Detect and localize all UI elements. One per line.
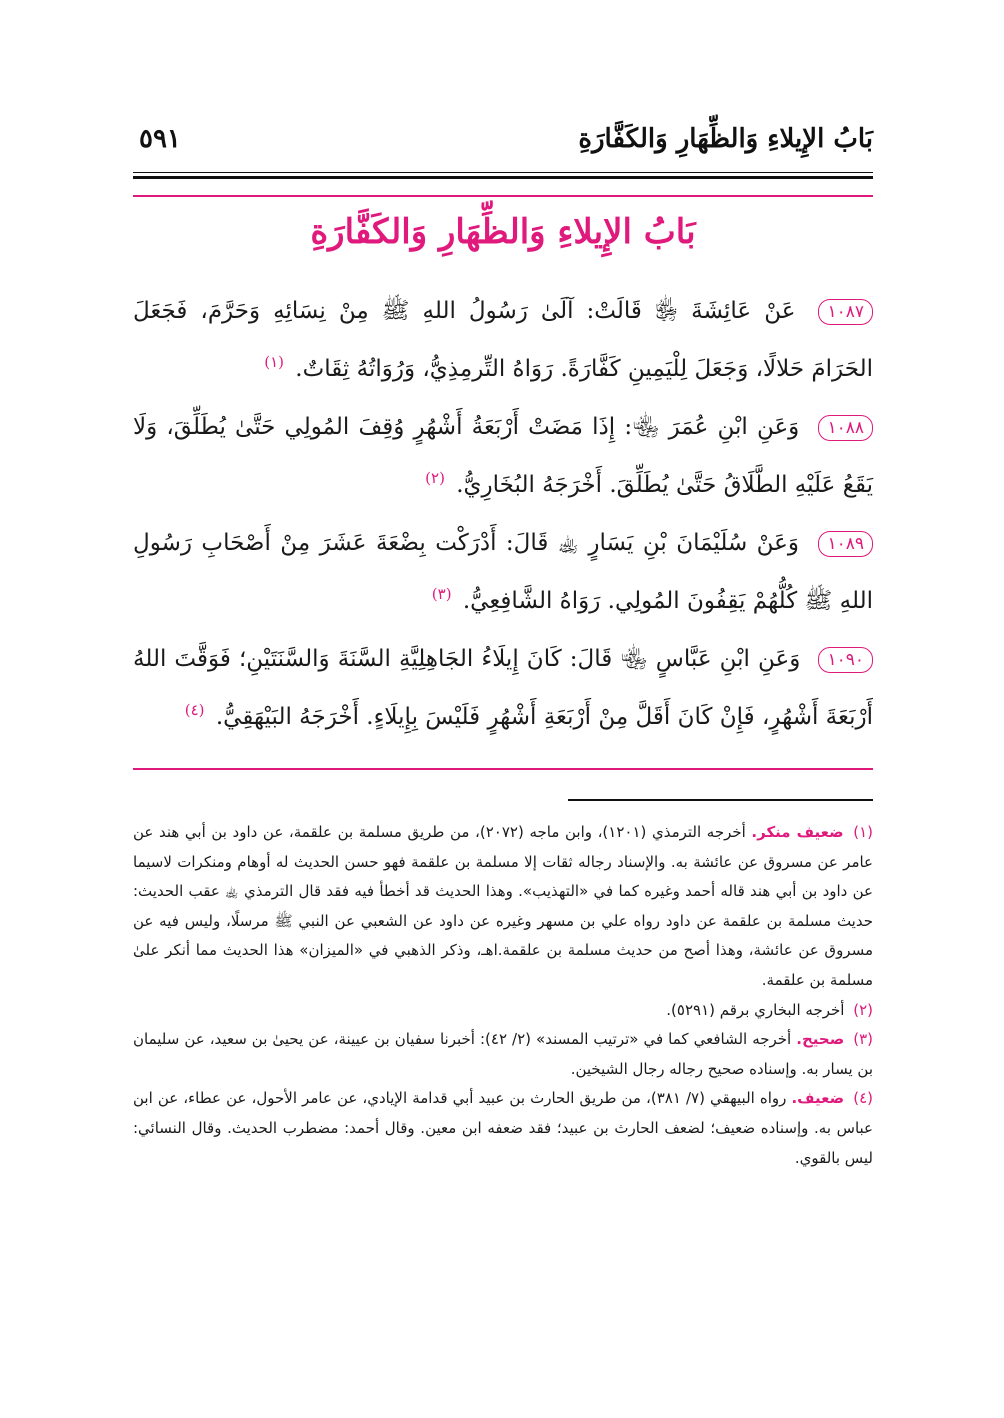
footnotes	[133, 818, 873, 1173]
hadith-text: عَنْ عَائِشَةَ ﵂ قَالَتْ: آلَىٰ رَسُولُ اللهِ ﷺ مِنْ نِسَائِهِ وَحَرَّمَ، فَجَعَلَ الحَرَامَ حَلالًا، وَجَعَلَ لِلْيَمِينِ كَفَّارَةً. رَوَاهُ التِّرمِذِيُّ، وَرُوَاتُهُ ثِقَاتٌ.	[133, 298, 873, 382]
footnote-number: (٣)	[853, 1030, 873, 1049]
footnote-grade: صحيح.	[796, 1030, 845, 1049]
page-header	[133, 120, 873, 172]
hadith-list	[133, 282, 873, 746]
hadith-text: وَعَنِ ابْنِ عُمَرَ ﵄: إِذَا مَضَتْ أَرْبَعَةُ أَشْهُرٍ وُقِفَ المُولِي حَتَّىٰ يُطَلِّقَ، وَلَا يَقَعُ عَلَيْهِ الطَّلَاقُ حَتَّىٰ يُطَلِّقَ. أَخْرَجَهُ البُخَارِيُّ.	[133, 414, 873, 498]
footnote-text: أخرجه الترمذي (١٢٠١)، وابن ماجه (٢٠٧٢)، من طريق مسلمة بن علقمة، عن داود بن أبي هند عن عامر عن مسروق عن عائشة به. والإسناد رجاله ثقات إلا مسلمة بن علقمة فهو حسن الحديث له أوهام ومنكرات لاسيما عن داود بن أبي هند قاله أحمد وغيره كما في «التهذيب». وهذا الحديث قد أخطأ فيه فقد قال الترمذي ﵀ عقب الحديث: حديث مسلمة بن علقمة عن داود رواه علي بن مسهر وغيره عن داود عن الشعبي عن النبي ﷺ مرسلًا، وليس فيه عن مسروق عن عائشة، وهذا أصح من حديث مسلمة بن علقمة.اهـ، وذكر الذهبي في «الميزان» هذا الحديث مما أنكر علىٰ مسلمة بن علقمة.	[133, 823, 873, 989]
footnote-ref[interactable]: (١)	[264, 353, 284, 372]
footnote-text: رواه البيهقي (٧/ ٣٨١)، من طريق الحارث بن عبيد أبي قدامة الإيادي، عن عامر الأحول، عن عطاء، عن ابن عباس به. وإسناده ضعيف؛ لضعف الحارث بن عبيد؛ فقد ضعفه ابن معين. وقال أحمد: مضطرب الحديث. وقال النسائي: ليس بالقوي.	[133, 1089, 873, 1167]
header-rule-thin	[133, 172, 873, 173]
hadith-number-badge: ١٠٨٨	[818, 415, 873, 441]
running-title: بَابُ الإِيلاءِ وَالظِّهَارِ وَالكَفَّارَةِ	[578, 124, 873, 154]
hadith-text: وَعَنْ سُلَيْمَانَ بْنِ يَسَارٍ ﵀ قَالَ: أَدْرَكْت بِضْعَةَ عَشَرَ مِنْ أَصْحَابِ رَسُولِ اللهِ ﷺ كُلُّهُمْ يَقِفُونَ المُولِي. رَوَاهُ الشَّافِعِيُّ.	[133, 530, 873, 614]
footnote-4	[133, 1084, 873, 1173]
hadith-number-badge: ١٠٩٠	[818, 647, 873, 673]
footnote-number: (٢)	[853, 1000, 873, 1019]
footnote-number: (١)	[853, 823, 873, 841]
footnote-ref[interactable]: (٤)	[184, 701, 205, 720]
hadith-1090	[133, 630, 873, 746]
footnote-text: أخرجه البخاري برقم (٥٢٩١).	[666, 1000, 845, 1019]
footnote-divider	[568, 799, 873, 801]
footnote-1	[133, 818, 873, 996]
footnote-text: أخرجه الشافعي كما في «ترتيب المسند» (٢/ ٤٢): أخبرنا سفيان بن عيينة، عن يحيىٰ بن سعيد، عن سليمان بن يسار به. وإسناده صحيح رجاله رجال الشيخين.	[133, 1030, 873, 1078]
header-rule-thick	[133, 176, 873, 179]
page-number: ٥٩١	[139, 124, 181, 154]
footnote-grade: ضعيف منكر.	[751, 823, 844, 841]
hadith-rule-bottom	[133, 768, 873, 770]
footnote-grade: ضعيف.	[791, 1089, 845, 1108]
hadith-text: وَعَنِ ابْنِ عَبَّاسٍ ﵄ قَالَ: كَانَ إِيلَاءُ الجَاهِلِيَّةِ السَّنَةَ وَالسَّنَتَيْنِ؛ فَوَقَّتَ اللهُ أَرْبَعَةَ أَشْهُرٍ، فَإِنْ كَانَ أَقَلَّ مِنْ أَرْبَعَةِ أَشْهُرٍ فَلَيْسَ بِإِيلَاءٍ. أَخْرَجَهُ البَيْهَقِيُّ.	[133, 646, 873, 730]
hadith-1087	[133, 282, 873, 398]
footnote-ref[interactable]: (٣)	[431, 585, 452, 604]
hadith-number-badge: ١٠٨٩	[818, 531, 873, 557]
chapter-rule-top	[133, 195, 873, 197]
hadith-1088	[133, 398, 873, 514]
hadith-number-badge: ١٠٨٧	[818, 299, 873, 325]
footnote-2	[133, 996, 873, 1026]
footnote-3	[133, 1025, 873, 1084]
chapter-title: بَابُ الإِيلاءِ وَالظِّهَارِ وَالكَفَّارَةِ	[310, 212, 696, 252]
hadith-1089	[133, 514, 873, 630]
footnote-ref[interactable]: (٢)	[425, 469, 445, 488]
footnote-number: (٤)	[853, 1089, 873, 1108]
